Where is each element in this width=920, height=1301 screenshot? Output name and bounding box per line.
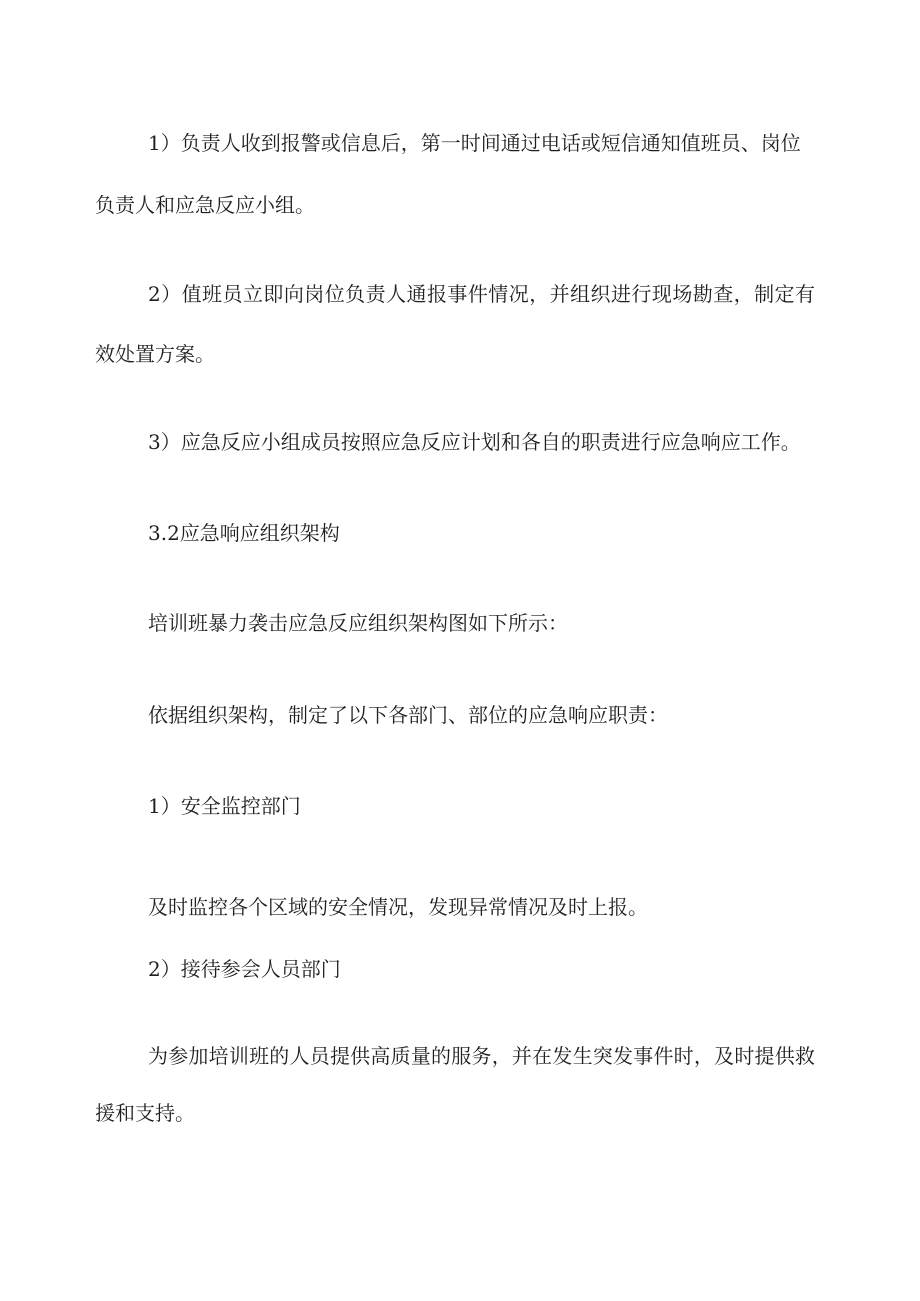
list-item-reception-dept: 2）接待参会人员部门	[148, 957, 341, 981]
paragraph-reception-duty-line-2: 援和支持。	[95, 1101, 195, 1125]
paragraph-response-team: 3）应急反应小组成员按照应急反应计划和各自的职责进行应急响应工作。	[148, 430, 801, 454]
paragraph-onduty-line-2: 效处置方案。	[95, 342, 215, 366]
paragraph-security-duty: 及时监控各个区域的安全情况，发现异常情况及时上报。	[148, 895, 648, 919]
section-heading: 3.2应急响应组织架构	[148, 521, 340, 545]
paragraph-notify-line-1: 1）负责人收到报警或信息后，第一时间通过电话或短信通知值班员、岗位	[148, 131, 801, 155]
paragraph-reception-duty-line-1: 为参加培训班的人员提供高质量的服务，并在发生突发事件时，及时提供救	[148, 1044, 815, 1068]
paragraph-notify-line-2: 负责人和应急反应小组。	[95, 193, 315, 217]
paragraph-org-chart-intro: 培训班暴力袭击应急反应组织架构图如下所示：	[148, 611, 568, 635]
paragraph-onduty-line-1: 2）值班员立即向岗位负责人通报事件情况，并组织进行现场勘查，制定有	[148, 282, 815, 306]
paragraph-duties-intro: 依据组织架构，制定了以下各部门、部位的应急响应职责：	[148, 703, 668, 727]
list-item-security-dept: 1）安全监控部门	[148, 794, 301, 818]
